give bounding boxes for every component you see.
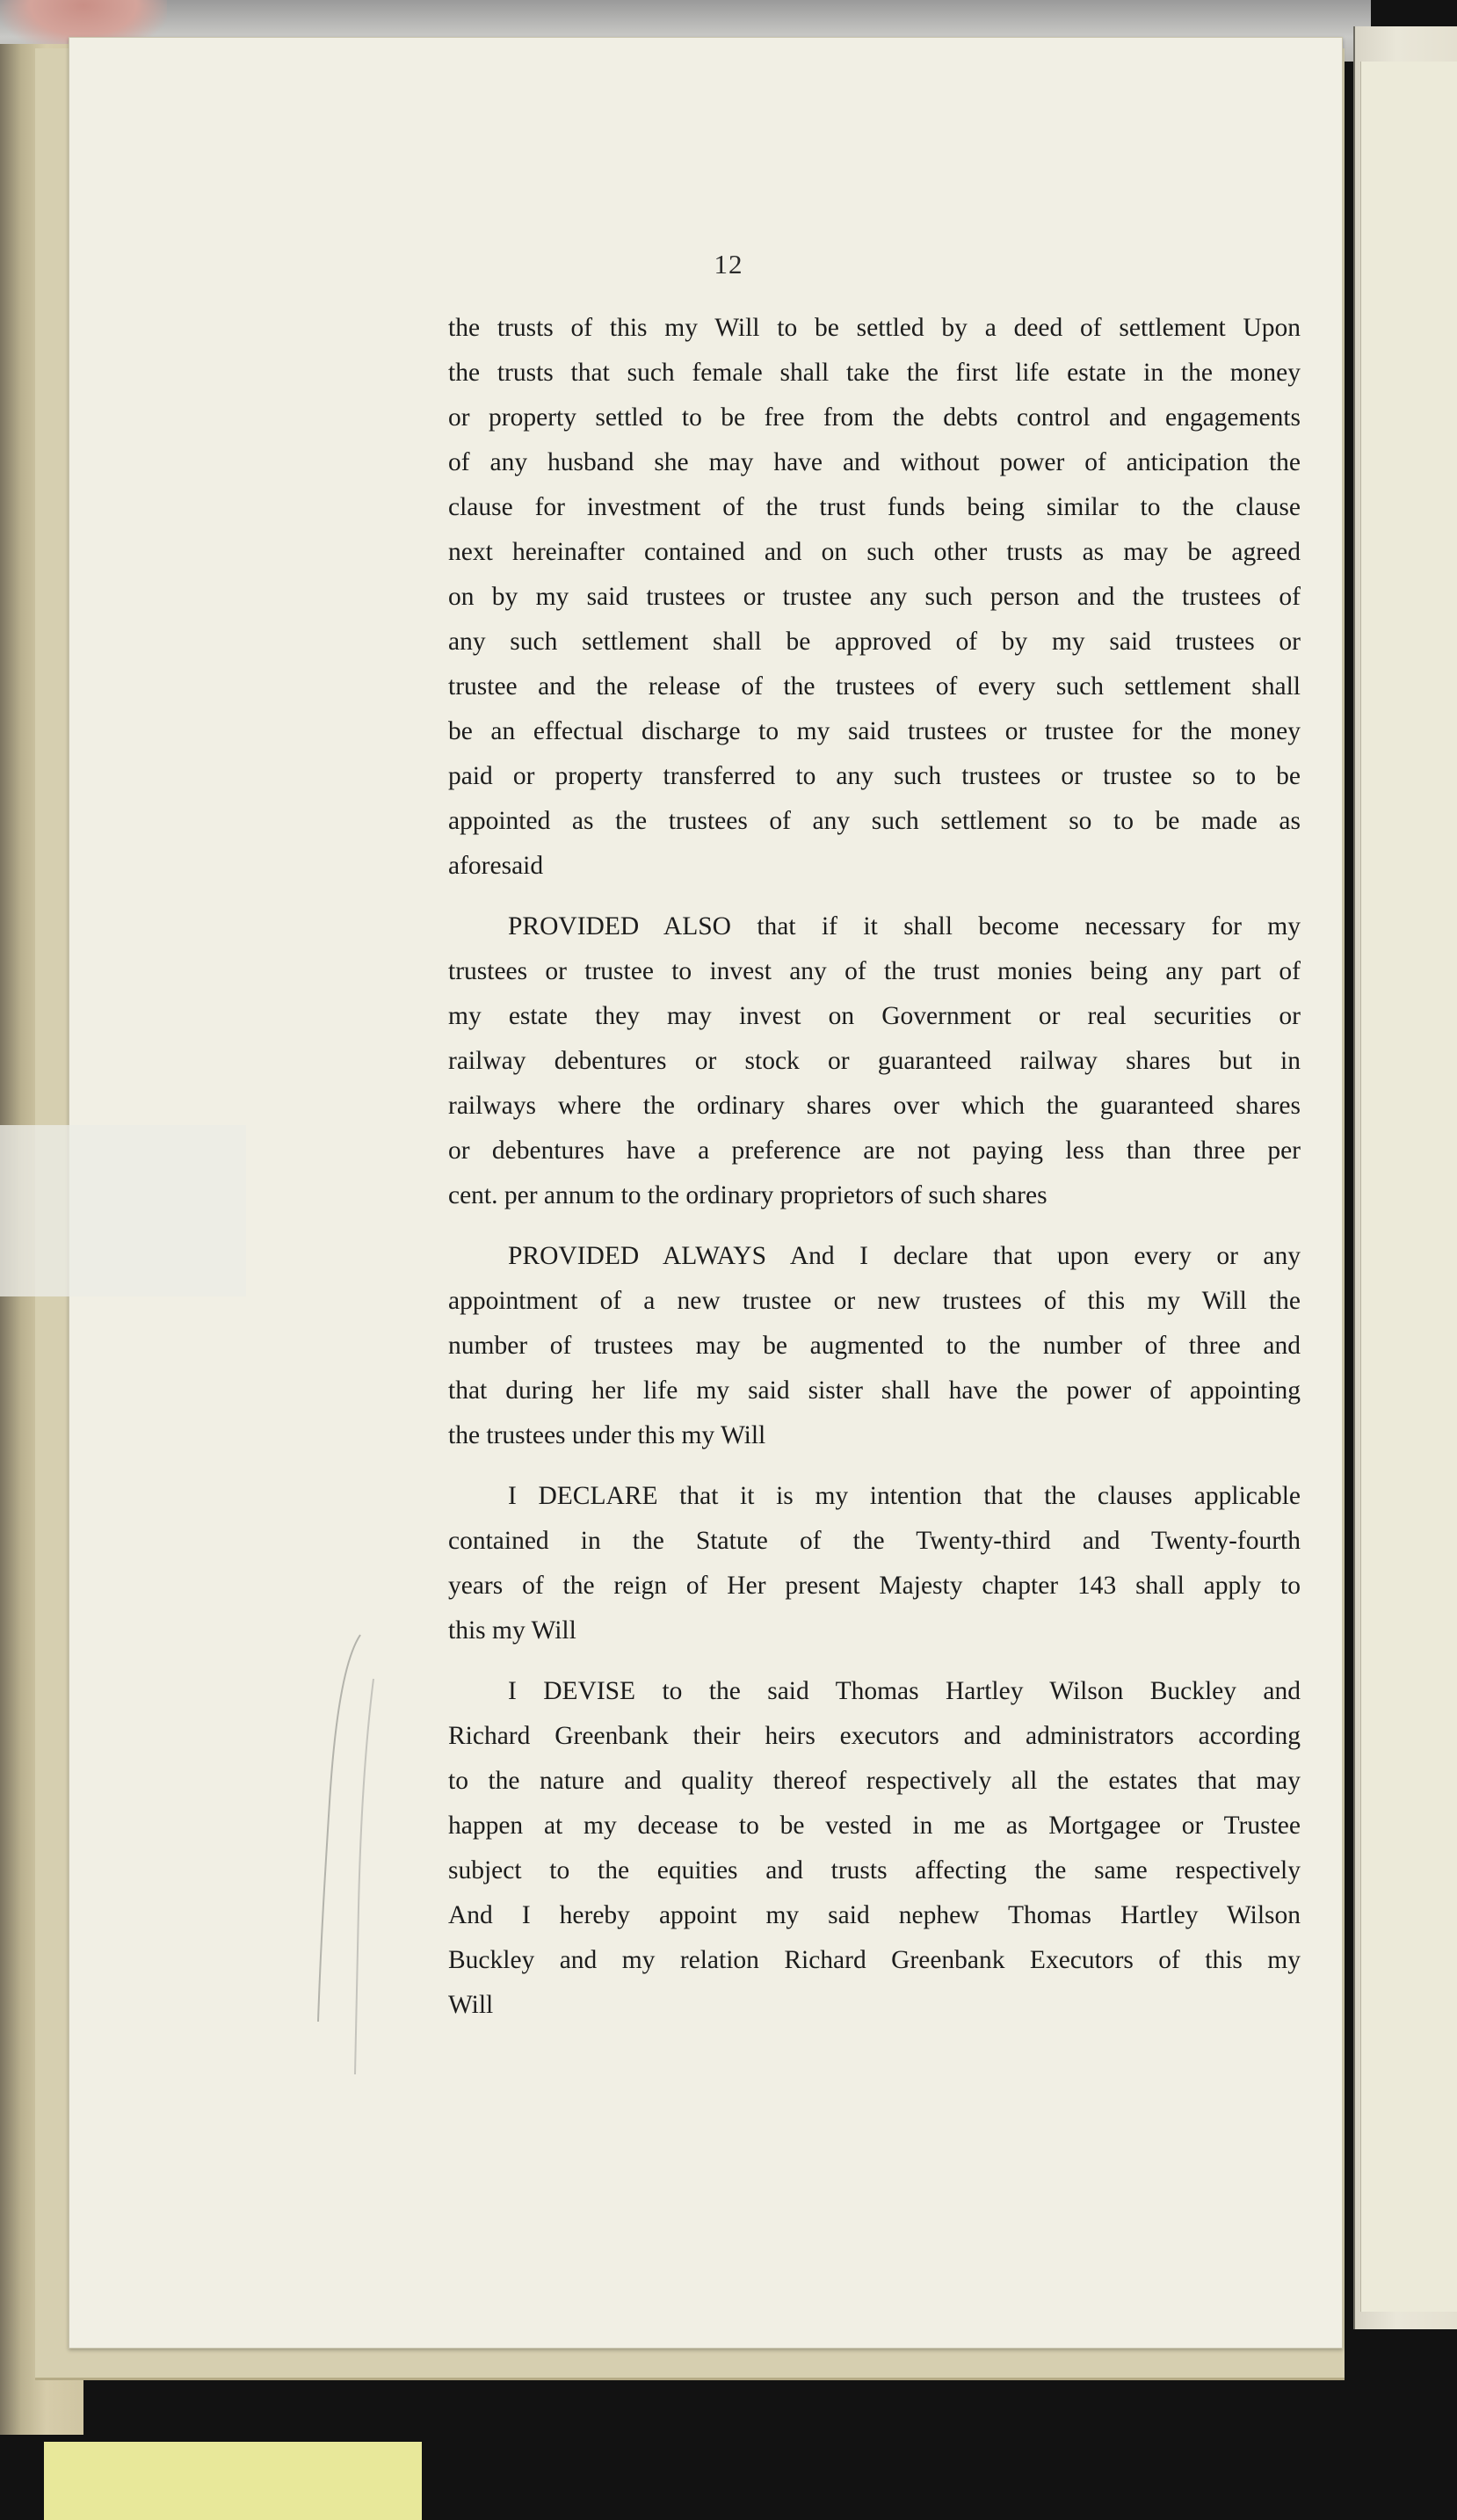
text-line: railways where the ordinary shares over which the guaranteed shares [448,1092,1301,1120]
text-line: this my Will [448,1616,576,1645]
text-line: next hereinafter contained and on such other trusts as may be agreed [448,538,1301,566]
paragraph [448,1669,1301,2028]
text-line: aforesaid [448,852,544,880]
paragraph [448,1474,1301,1653]
text-line: number of trustees may be augmented to the number of three and [448,1332,1301,1360]
text-line: cent. per annum to the ordinary proprietors of such shares [448,1181,1047,1209]
text-line: happen at my decease to be vested in me as Mortgagee or Trustee [448,1812,1301,1840]
text-line: clause for investment of the trust funds being similar to the clause [448,493,1301,521]
repair-tape [0,1125,246,1296]
paragraph [448,904,1301,1218]
text-line: I DECLARE that it is my intention that the clauses applicable [508,1482,1301,1510]
text-line: appointed as the trustees of any such settlement so to be made as [448,807,1301,835]
text-line: years of the reign of Her present Majesty chapter 143 shall apply to [448,1572,1301,1600]
text-line: subject to the equities and trusts affecting the same respectively [448,1856,1301,1885]
text-line: I DEVISE to the said Thomas Hartley Wilson Buckley and [508,1677,1301,1705]
text-line: Buckley and my relation Richard Greenbank Executors of this my [448,1946,1301,1974]
text-line: any such settlement shall be approved of by my said trustees or [448,628,1301,656]
text-line: PROVIDED ALWAYS And I declare that upon every or any [508,1242,1301,1270]
text-line: my estate they may invest on Government or real securities or [448,1002,1301,1030]
text-line: appointment of a new trustee or new trustees of this my Will the [448,1287,1301,1315]
text-line: of any husband she may have and without power of anticipation the [448,448,1301,476]
next-page-surface [1360,62,1457,2312]
text-line: on by my said trustees or trustee any such person and the trustees of [448,583,1301,611]
text-line: And I hereby appoint my said nephew Thomas Hartley Wilson [448,1901,1301,1929]
text-line: Richard Greenbank their heirs executors and administrators according [448,1722,1301,1750]
page-number: 12 [714,249,743,280]
text-line: the trustees under this my Will [448,1421,766,1449]
text-line: the trusts of this my Will to be settled by a deed of settlement Upon [448,314,1301,342]
paragraph [448,1234,1301,1458]
paragraph [448,306,1301,889]
pencil-margin-marks [281,1626,387,2083]
document-body [448,306,1301,2044]
text-line: paid or property transferred to any such trustees or trustee so to be [448,762,1301,790]
text-line: be an effectual discharge to my said trustees or trustee for the money [448,717,1301,745]
text-line: trustees or trustee to invest any of the trust monies being any part of [448,957,1301,985]
text-line: or debentures have a preference are not paying less than three per [448,1137,1301,1165]
yellow-note-slip [44,2442,422,2520]
text-line: contained in the Statute of the Twenty-third and Twenty-fourth [448,1527,1301,1555]
text-line: the trusts that such female shall take the first life estate in the money [448,359,1301,387]
text-line: to the nature and quality thereof respectively all the estates that may [448,1767,1301,1795]
text-line: PROVIDED ALSO that if it shall become necessary for my [508,912,1301,940]
text-line: trustee and the release of the trustees of every such settlement shall [448,672,1301,701]
text-line: Will [448,1991,494,2019]
text-line: or property settled to be free from the debts control and engagements [448,403,1301,432]
text-line: railway debentures or stock or guaranteed railway shares but in [448,1047,1301,1075]
text-line: that during her life my said sister shall have the power of appointing [448,1376,1301,1405]
